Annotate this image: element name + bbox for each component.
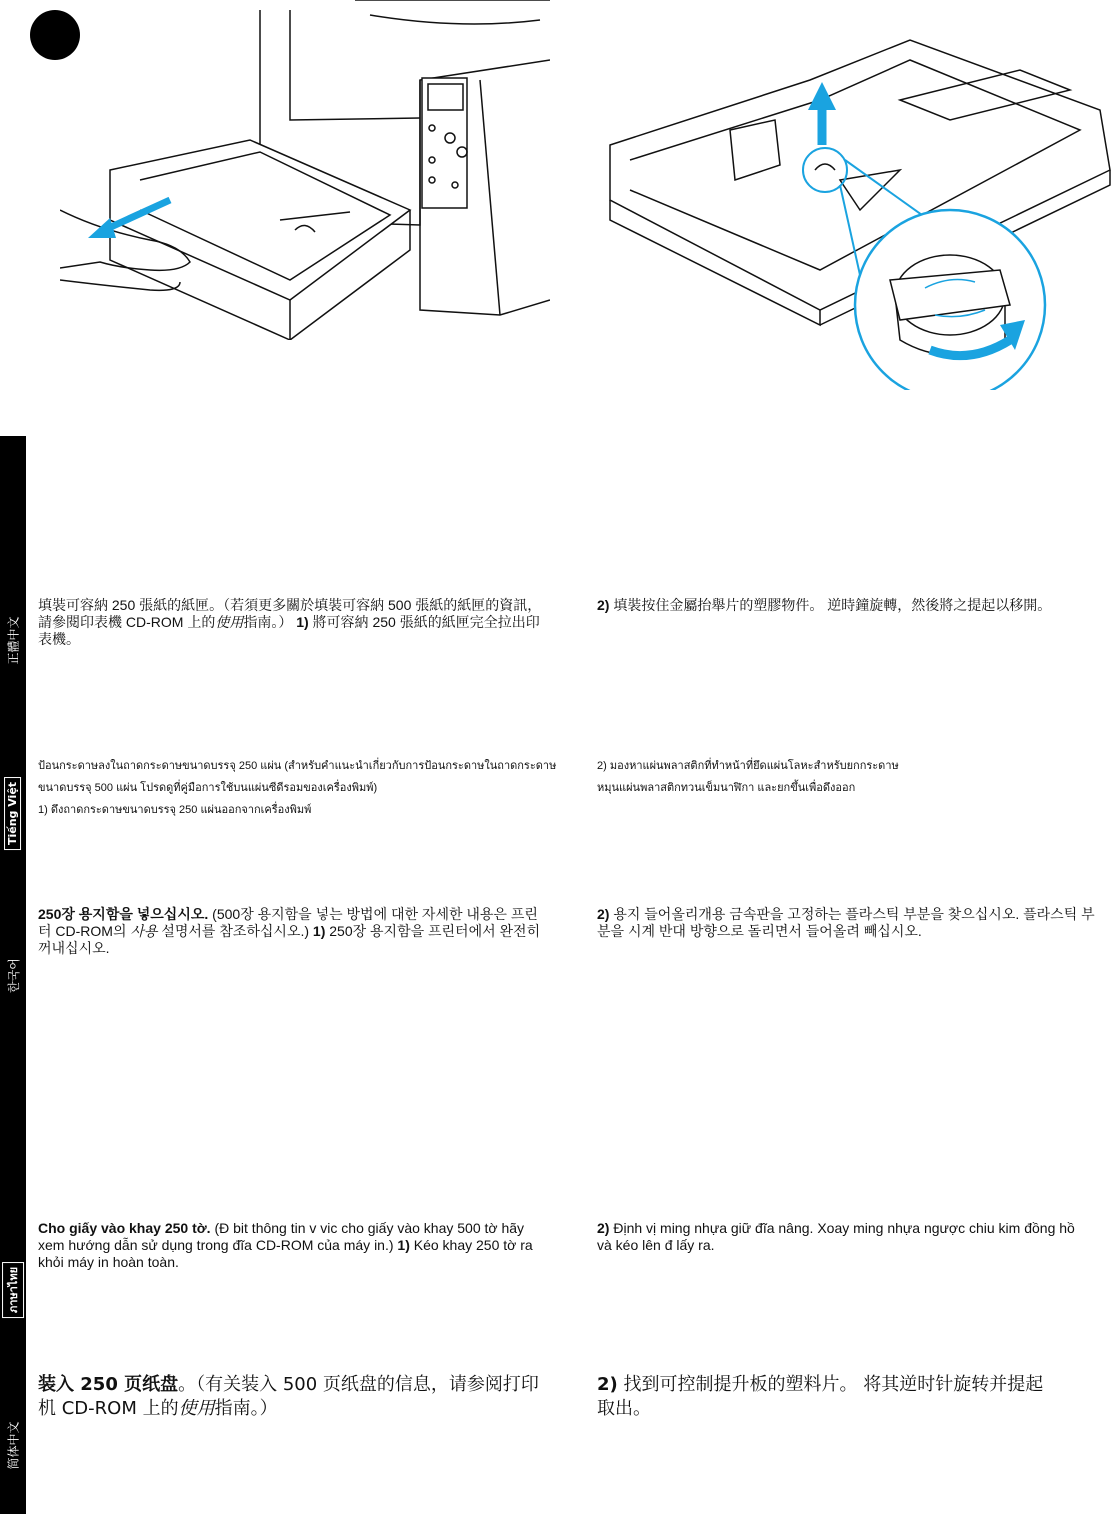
ko-left-text: 250장 용지함을 넣으십시오. (500장 용지함을 넣는 방법에 대한 자세한 내용은 프린터 CD-ROM의 사용 설명서를 참조하십시오.) 1) 250장 용지함을 프린터에서 완전히 꺼내십시오. [38,906,541,956]
tab-label: Tiếng Việt [5,776,22,849]
tray-lift-plate-illustration [600,20,1118,390]
th-right-text: 2) มองหาแผ่นพลาสติกที่ทำหน้าที่ยึดแผ่นโลหะสำหรับยกกระดาษ หมุนแผ่นพลาสติกทวนเข็มนาฬิกา และยกขึ้นเพื่อดึงออก [597,760,899,794]
tab-simplified-chinese [0,1390,26,1500]
tab-traditional-chinese [0,590,26,690]
tab-thai [0,1250,26,1330]
ko-right-text: 2) 용지 들어올리개용 금속판을 고정하는 플라스틱 부분을 찾으십시오. 플라스틱 부분을 시계 반대 방향으로 돌리면서 들어올려 빼십시오. [597,906,1095,939]
vi-left-text: Cho giấy vào khay 250 tờ. (Đ bit thông tin v vic cho giấy vào khay 500 tờ hãy xem hướng dẫn sử dụng trong đĩa CD-ROM của máy in.) 1) Kéo khay 250 tờ ra khỏi máy in hoàn toàn. [38,1220,533,1270]
zh-cn-left-text: 装入 250 页纸盘。（有关装入 500 页纸盘的信息，请参阅打印机 CD-ROM 上的使用指南。） [38,1374,539,1419]
tab-korean [0,920,26,1030]
tab-vietnamese [0,768,26,858]
th-left-text: ป้อนกระดาษลงในถาดกระดาษขนาดบรรจุ 250 แผ่น (สำหรับคำแนะนำเกี่ยวกับการป้อนกระดาษในถาดกระดาษขนาดบรรจุ 500 แผ่น โปรดดูที่คู่มือการใช้บนแผ่นซีดีรอมของเครื่องพิมพ์) 1) ดึงถาดกระดาษขนาดบรรจุ 250 แผ่นออกจากเครื่องพิมพ์ [38,760,557,816]
zh-cn-right-text: 2) 找到可控制提升板的塑料片。 将其逆时针旋转并提起取出。 [597,1374,1044,1419]
tab-label: 简体中文 [6,1420,21,1470]
tab-label: 正體中文 [6,615,21,665]
tab-label: ภาษาไทย [2,1262,24,1318]
zh-tw-left-text: 填裝可容納 250 張紙的紙匣。（若須更多關於填裝可容納 500 張紙的紙匣的資訊，請參閱印表機 CD-ROM 上的使用指南。） 1) 將可容納 250 張紙的紙匣完全拉出印表機。 [38,597,542,647]
zh-tw-right-text: 2) 填裝按住金屬抬舉片的塑膠物件。 逆時鐘旋轉，然後將之提起以移開。 [597,597,1052,613]
tab-label: 한국어 [6,957,21,993]
pull-tray-illustration [60,0,550,340]
vi-right-text: 2) Định vị ming nhựa giữ đĩa nâng. Xoay ming nhựa ngược chiu kim đồng hồ và kéo lên đ lấy ra. [597,1220,1075,1253]
